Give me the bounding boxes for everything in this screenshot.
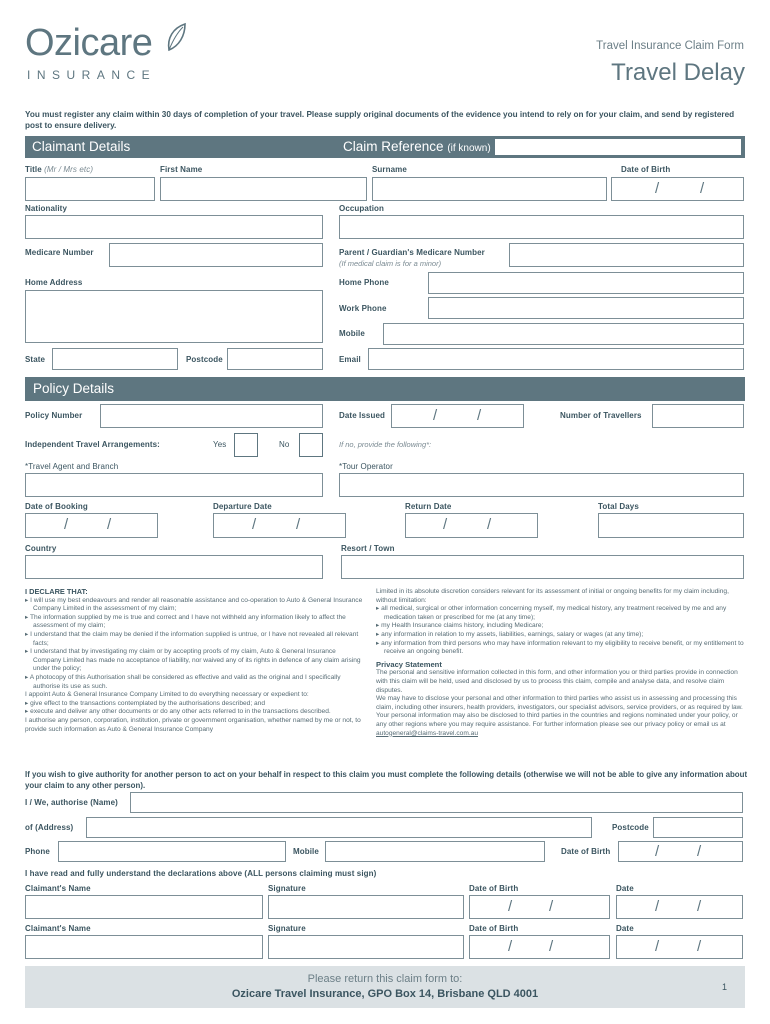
form-title: Travel Delay [611,59,745,86]
departure-label: Departure Date [213,502,272,511]
dob-input[interactable] [611,177,744,201]
sig-date-label-2: Date [616,924,634,933]
declare-item-text: I understand that by investigating my claim or by accepting proofs of my claim, Auto & General Insurance Company Limited has made no acceptance of liability, nor waived any of its rights in defence of any claim arising under the policy; [30,648,361,673]
work-phone-label: Work Phone [339,304,387,313]
consent-item: ▸ all medical, surgical or other information concerning myself, my medical history, any treatment received by me and any medication taken or prescribed for me (at any time); [376,605,727,621]
policy-number-label: Policy Number [25,411,83,420]
occupation-input[interactable] [339,215,744,239]
title-label [25,165,93,174]
date-issued-label: Date Issued [339,411,386,420]
sig-date-slash-2b: / [697,938,702,955]
dob-slash-2: / [700,180,705,197]
logo-sub: INSURANCE [27,68,157,82]
dob-label: Date of Birth [621,165,671,174]
booking-slash-2: / [107,516,112,533]
sig-dob-label-1: Date of Birth [469,884,519,893]
return-slash-2: / [487,516,492,533]
first-name-label: First Name [160,165,203,174]
if-no-label: If no, provide the following*: [339,440,432,449]
authorise-name-label: I / We, authorise (Name) [25,798,118,807]
state-input[interactable] [52,348,178,370]
claim-ref-text: Claim Reference [343,139,444,154]
postcode-label: Postcode [186,355,223,364]
departure-slash-1: / [252,516,257,533]
claimant-section-title: Claimant Details [32,139,131,154]
return-label: Return Date [405,502,452,511]
sig-dob-slash-2b: / [549,938,554,955]
home-phone-input[interactable] [428,272,744,294]
no-checkbox[interactable] [299,433,323,457]
policy-band [25,377,745,401]
declare-item: ▸ A photocopy of this Authorisation shall be considered as effective and valid as the original and I specifically authorise its use as such. [25,673,341,690]
auth-dob-slash-1: / [655,843,660,860]
policy-section-title: Policy Details [33,381,115,396]
return-input[interactable] [405,513,538,538]
yes-checkbox[interactable] [234,433,258,457]
surname-label: Surname [372,165,407,174]
sig-date-input-2[interactable] [616,935,743,959]
state-label: State [25,355,46,364]
consent-item-text: my Health Insurance claims history, including Medicare; [381,622,544,630]
declare-item: ▸ I will use my best endeavours and render all reasonable assistance and co-operation to Auto & General Insurance Company Limited in the assessment of my claim; [25,596,363,613]
independent-label: Independent Travel Arrangements: [25,440,160,449]
home-phone-label: Home Phone [339,278,389,287]
resort-label: Resort / Town [341,544,395,553]
mobile-label: Mobile [339,329,365,338]
tour-operator-input[interactable] [339,473,744,497]
num-travellers-input[interactable] [652,404,744,428]
privacy-heading: Privacy Statement [376,659,442,669]
footer-address: Ozicare Travel Insurance, GPO Box 14, Brisbane QLD 4001 [231,988,539,1000]
title-label-text: Title [25,165,42,174]
leaf-icon [165,22,187,52]
home-address-label: Home Address [25,278,83,287]
yes-label: Yes [213,440,227,449]
agent-label: *Travel Agent and Branch [25,462,119,471]
sig-date-slash-1a: / [655,898,660,915]
auth-dob-slash-2: / [697,843,702,860]
consent-item: ▸ any information from third persons who may have information relevant to my eligibility to receive benefit, or my entitlement to receive an ongoing benefit. [376,639,744,656]
claimant-name-label-2: Claimant's Name [25,924,91,933]
signature-input-1[interactable] [268,895,464,919]
declare-item-text: I will use my best endeavours and render all reasonable assistance and co-operation to Auto & General Insurance Company Limited in the assessment of my claim; [30,596,363,613]
declare-item: ▸ I understand that by investigating my claim or by accepting proofs of my claim, Auto & General Insurance Company Limited has made no acceptance of liability, nor waived any of its rights in defence of any claim arising under the policy; [25,648,361,673]
declare-item-text: I understand that the claim may be denied if the information supplied is untrue, or I have not revealed all relevant facts; [30,630,359,647]
claim-ref-label [343,139,491,154]
postcode-input[interactable] [227,348,323,370]
claim-ref-hint: (if known) [447,143,491,154]
claim-ref-input[interactable] [495,139,741,155]
policy-number-input[interactable] [100,404,323,428]
auth-dob-label: Date of Birth [561,847,611,856]
date-issued-input[interactable] [391,404,524,428]
auth-mobile-input[interactable] [325,841,545,862]
departure-input[interactable] [213,513,346,538]
departure-slash-2: / [296,516,301,533]
title-input[interactable] [25,177,155,201]
appoint-item: ▸ give effect to the transactions contemplated by the authorisations described; and [25,699,265,707]
title-hint: (Mr / Mrs etc) [44,165,94,174]
country-input[interactable] [25,555,323,579]
guardian-medicare-label: Parent / Guardian's Medicare Number [339,248,485,257]
appoint-item-text: give effect to the transactions contemplated by the authorisations described; and [30,699,265,707]
limited-text: Limited in its absolute discretion considers relevant for its assessment of initial or ongoing benefits for my claim including, without limitation: [376,588,729,604]
email-input[interactable] [368,348,744,370]
sig-dob-slash-2a: / [508,938,513,955]
signature-input-2[interactable] [268,935,464,959]
consent-item: ▸ any information in relation to my assets, liabilities, earnings, salary or wages (at any time); [376,630,644,638]
nationality-input[interactable] [25,215,323,239]
medicare-label: Medicare Number [25,248,94,257]
logo [25,22,195,84]
phone-label: Phone [25,847,50,856]
return-slash-1: / [443,516,448,533]
no-label: No [279,440,290,449]
declare-heading: I DECLARE THAT: [25,587,88,596]
guardian-medicare-input[interactable] [509,243,744,267]
address-label: of (Address) [25,823,74,832]
declaration-left [25,588,365,734]
issued-slash-2: / [477,407,482,424]
sig-dob-label-2: Date of Birth [469,924,519,933]
authority-intro: If you wish to give authority for another person to act on your behalf in respect to this claim you must complete the following details (otherwise we will not be able to give any information about your claim to any other person). [25,770,748,790]
declare-item: ▸ The information supplied by me is true and correct and I have not withheld any information likely to affect the assessment of my claim; [25,613,346,630]
phone-input[interactable] [58,841,286,862]
issued-slash-1: / [433,407,438,424]
total-days-label: Total Days [598,502,639,511]
guardian-hint: (If medical claim is for a minor) [339,259,442,268]
declare-item-text: The information supplied by me is true and correct and I have not withheld any information likely to affect the assessment of my claim; [30,613,346,630]
sig-date-slash-2a: / [655,938,660,955]
occupation-label: Occupation [339,204,385,213]
appoint-item: ▸ execute and deliver any other documents or do any other acts referred to in the transactions described. [25,708,331,716]
authorise-text: I authorise any person, corporation, institution, private or government organisation, whether named by me or not, to provide such information as Auto & General Insurance Company [25,716,361,733]
privacy-text: The personal and sensitive information collected in this form, and other information you or third parties provide in connection with this claim will be held, used and disclosed by us to process this claim, compile and analyse data, and resolve claim disputes. [376,669,738,694]
date-booking-input[interactable] [25,513,158,538]
page-number: 1 [722,982,728,992]
signature-label-2: Signature [268,924,306,933]
footer-return-text: Please return this claim form to: [307,973,463,985]
resort-input[interactable] [341,555,744,579]
date-booking-label: Date of Booking [25,502,88,511]
declare-item-text: A photocopy of this Authorisation shall be considered as effective and valid as the original and I specifically authorise its use as such. [29,673,341,690]
first-name-input[interactable] [160,177,367,201]
sig-date-slash-1b: / [697,898,702,915]
sig-date-label-1: Date [616,884,634,893]
nationality-label: Nationality [25,204,67,213]
home-address-input[interactable] [25,290,323,343]
sig-dob-slash-1b: / [549,898,554,915]
num-travellers-label: Number of Travellers [560,411,642,420]
intro-text: You must register any claim within 30 days of completion of your travel. Please supply original documents of the evidence you intend to rely on for your claim, and send by registered post to ensure delivery. [25,110,735,130]
privacy-text-2 [376,695,744,738]
claimant-name-label-1: Claimant's Name [25,884,91,893]
booking-slash-1: / [64,516,69,533]
address-input[interactable] [86,817,592,838]
logo-word: Ozicare [25,22,153,64]
claimant-name-input-2[interactable] [25,935,263,959]
work-phone-input[interactable] [428,297,744,319]
declare-item: ▸ I understand that the claim may be denied if the information supplied is untrue, or I have not revealed all relevant facts; [25,630,359,647]
sig-dob-slash-1a: / [508,898,513,915]
privacy-email-link[interactable]: autogeneral@claims-travel.com.au [376,729,478,737]
tour-operator-label: *Tour Operator [339,462,393,471]
appoint-item-text: execute and deliver any other documents or do any other acts referred to in the transactions described. [30,708,331,716]
mobile-input[interactable] [383,323,744,345]
agent-input[interactable] [25,473,323,497]
signature-label-1: Signature [268,884,306,893]
country-label: Country [25,544,57,553]
sig-dob-input-2[interactable] [469,935,610,959]
authorise-name-input[interactable] [130,792,743,813]
medicare-input[interactable] [109,243,323,267]
surname-input[interactable] [372,177,607,201]
sig-dob-input-1[interactable] [469,895,610,919]
consent-item-text: all medical, surgical or other information concerning myself, my medical history, any treatment received by me and any medication taken or prescribed for me (at any time); [381,605,727,621]
auth-postcode-input[interactable] [653,817,743,838]
total-days-input[interactable] [598,513,744,538]
consent-item-text: any information from third persons who may have information relevant to my eligibility to receive benefit, or my entitlement to receive an ongoing benefit. [381,639,744,656]
auth-dob-input[interactable] [618,841,743,862]
dob-slash-1: / [655,180,660,197]
sig-date-input-1[interactable] [616,895,743,919]
appoint-text: I appoint Auto & General Insurance Company Limited to do everything necessary or expedient to: [25,691,309,699]
consent-item-text: any information in relation to my assets, liabilities, earnings, salary or wages (at any time); [381,630,644,638]
claimant-name-input-1[interactable] [25,895,263,919]
form-type: Travel Insurance Claim Form [596,40,744,52]
auth-mobile-label: Mobile [293,847,319,856]
declaration-right [376,588,744,738]
privacy-text-2-body: We may have to disclose your personal and other information to third parties who assist us in assessing and processing this claim, including other insurers, health providers, investigators, our specialist advisors, service providers, or as required by law. Your personal information may also be disclosed to third parties in the countries and regions nominated under your policy, or any other regions where you may require assistance. For further information please see our privacy policy or email us at [376,695,743,728]
signatures-heading: I have read and fully understand the declarations above (ALL persons claiming must sign) [25,869,377,878]
consent-item: ▸ my Health Insurance claims history, including Medicare; [376,622,544,630]
email-label: Email [339,355,361,364]
auth-postcode-label: Postcode [612,823,649,832]
